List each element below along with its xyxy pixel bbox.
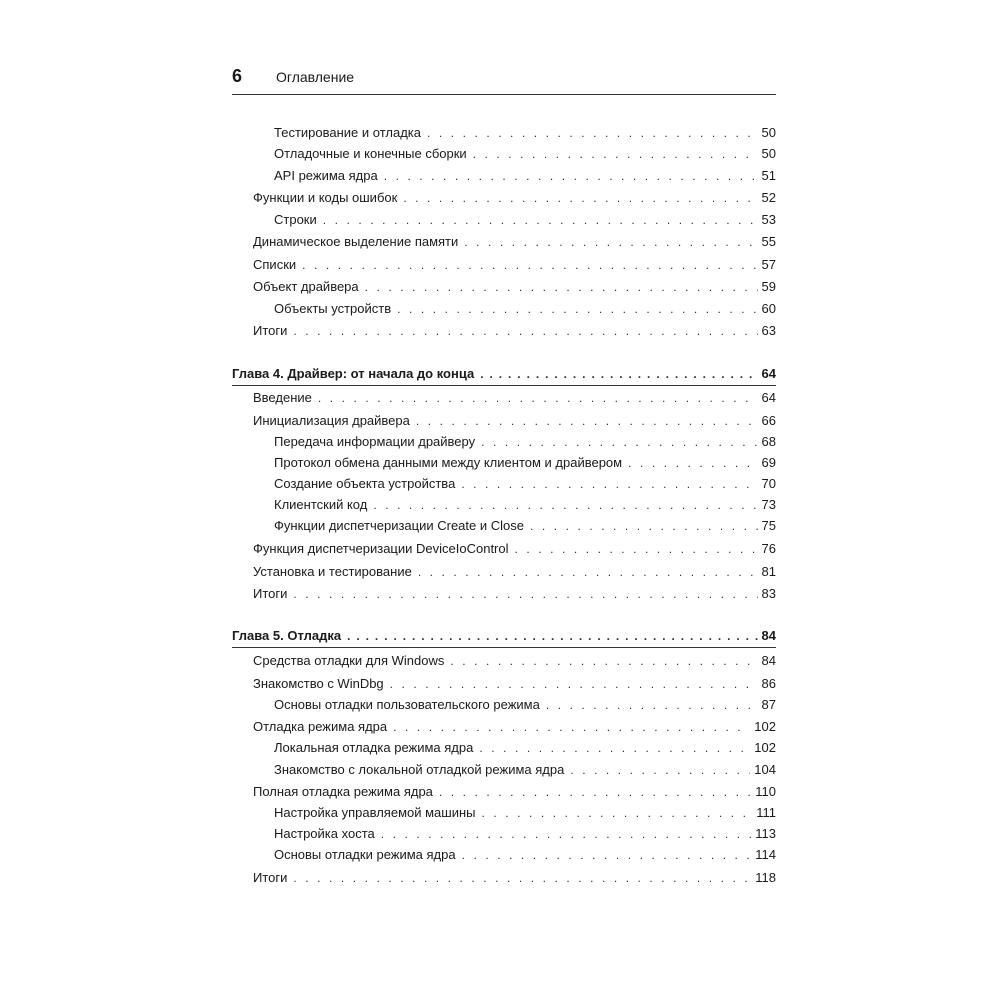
toc-entry-page: 73 — [761, 497, 776, 512]
dot-leader — [570, 763, 750, 778]
toc-entry-title: Знакомство с WinDbg — [253, 676, 384, 691]
dot-leader — [473, 147, 758, 162]
toc-entry[interactable] — [232, 413, 776, 429]
toc-entry[interactable] — [232, 564, 776, 580]
toc-entry[interactable] — [232, 805, 776, 821]
toc-entry[interactable] — [232, 784, 776, 800]
toc-entry[interactable] — [232, 697, 776, 713]
toc-entry-title: Локальная отладка режима ядра — [274, 740, 474, 755]
dot-leader — [416, 414, 758, 429]
dot-leader — [293, 587, 757, 602]
toc-entry-page: 86 — [761, 676, 776, 691]
toc-entry-page: 75 — [761, 518, 776, 533]
page-number: 6 — [232, 66, 243, 86]
dot-leader — [546, 698, 758, 713]
toc-entry-title: Основы отладки пользовательского режима — [274, 697, 540, 712]
dot-leader — [482, 806, 753, 821]
toc-entry-page: 51 — [761, 168, 776, 183]
toc-entry-page: 59 — [761, 279, 776, 294]
toc-entry-page: 84 — [761, 653, 776, 668]
toc-entry[interactable] — [232, 586, 776, 602]
dot-leader — [479, 741, 750, 756]
toc-entry-title: API режима ядра — [274, 168, 378, 183]
toc-entry[interactable] — [232, 190, 776, 206]
toc-entry-title: Знакомство с локальной отладкой режима ядра — [274, 762, 565, 777]
toc-entry-page: 52 — [761, 190, 776, 205]
dot-leader — [323, 213, 758, 228]
page-header — [232, 66, 776, 95]
dot-leader — [464, 235, 757, 250]
toc-chapter[interactable] — [232, 628, 776, 644]
toc-entry[interactable] — [232, 497, 776, 513]
toc-entry-title: Итоги — [253, 870, 288, 885]
running-title: Оглавление — [276, 69, 355, 85]
dot-leader — [293, 871, 751, 886]
toc-entry[interactable] — [232, 301, 776, 317]
dot-leader — [393, 720, 750, 735]
toc-entry-title: Тестирование и отладка — [274, 125, 421, 140]
dot-leader — [302, 258, 757, 273]
toc-entry[interactable] — [232, 847, 776, 863]
toc-entry[interactable] — [232, 390, 776, 406]
toc-entry-title: Объект драйвера — [253, 279, 359, 294]
toc-entry-page: 53 — [761, 212, 776, 227]
toc-entry-page: 64 — [761, 390, 776, 405]
toc-entry-page: 87 — [761, 697, 776, 712]
toc-entry-title: Итоги — [253, 586, 288, 601]
toc-entry-page: 113 — [755, 826, 776, 841]
toc-entry-page: 68 — [761, 434, 776, 449]
toc-entry[interactable] — [232, 323, 776, 339]
toc-entry-page: 50 — [761, 146, 776, 161]
dot-leader — [461, 477, 757, 492]
toc-entry-title: Настройка хоста — [274, 826, 375, 841]
toc-entry-page: 110 — [755, 784, 776, 799]
dot-leader — [439, 785, 751, 800]
toc-entry[interactable] — [232, 676, 776, 692]
toc-entry-title: Итоги — [253, 323, 288, 338]
dot-leader — [381, 827, 752, 842]
toc-entry-title: Основы отладки режима ядра — [274, 847, 456, 862]
dot-leader — [293, 324, 757, 339]
toc-entry-title: Глава 5. Отладка — [232, 628, 342, 643]
toc-entry-page: 83 — [761, 586, 776, 601]
toc-entry-page: 102 — [754, 740, 776, 755]
toc-entry[interactable] — [232, 740, 776, 756]
dot-leader — [515, 542, 758, 557]
toc-entry[interactable] — [232, 826, 776, 842]
toc-entry-title: Передача информации драйверу — [274, 434, 476, 449]
toc-entry[interactable] — [232, 870, 776, 886]
toc-entry-title: Отладочные и конечные сборки — [274, 146, 467, 161]
dot-leader — [450, 654, 757, 669]
toc-entry-title: Функция диспетчеризации DeviceIoControl — [253, 541, 509, 556]
toc-entry-page: 70 — [761, 476, 776, 491]
toc-entry-page: 76 — [761, 541, 776, 556]
dot-leader — [390, 677, 758, 692]
toc-entry-title: Глава 4. Драйвер: от начала до конца — [232, 366, 475, 381]
dot-leader — [318, 391, 758, 406]
toc-entry[interactable] — [232, 279, 776, 295]
toc-entry-title: Полная отладка режима ядра — [253, 784, 433, 799]
toc-entry[interactable] — [232, 653, 776, 669]
dot-leader — [365, 280, 758, 295]
toc-entry[interactable] — [232, 257, 776, 273]
dot-leader — [384, 169, 758, 184]
toc-entry[interactable] — [232, 541, 776, 557]
toc-entry[interactable] — [232, 518, 776, 534]
toc-entry-title: Клиентский код — [274, 497, 368, 512]
toc-entry[interactable] — [232, 762, 776, 778]
toc-entry[interactable] — [232, 719, 776, 735]
toc-entry-page: 66 — [761, 413, 776, 428]
dot-leader — [462, 848, 752, 863]
book-page — [232, 66, 776, 885]
toc-entry[interactable] — [232, 125, 776, 141]
toc-entry-title: Динамическое выделение памяти — [253, 234, 459, 249]
toc-entry-title: Введение — [253, 390, 312, 405]
toc-entry-page: 81 — [761, 564, 776, 579]
toc-entry[interactable] — [232, 234, 776, 250]
toc-entry-title: Средства отладки для Windows — [253, 653, 445, 668]
toc-entry-title: Функции и коды ошибок — [253, 190, 398, 205]
toc-entry-page: 104 — [754, 762, 776, 777]
toc-entry-title: Установка и тестирование — [253, 564, 412, 579]
toc-entry-page: 55 — [761, 234, 776, 249]
dot-leader — [397, 302, 757, 317]
toc-entry-page: 102 — [754, 719, 776, 734]
dot-leader — [480, 367, 757, 382]
toc-entry[interactable] — [232, 434, 776, 450]
toc-entry-page: 114 — [755, 847, 776, 862]
toc-entry-title: Протокол обмена данными между клиентом и драйвером — [274, 455, 623, 470]
dot-leader — [418, 565, 758, 580]
toc-entry-page: 57 — [761, 257, 776, 272]
toc-entry[interactable] — [232, 168, 776, 184]
toc-chapter[interactable] — [232, 366, 776, 382]
toc-entry[interactable] — [232, 212, 776, 228]
toc-entry-page: 118 — [755, 870, 776, 885]
toc-entry[interactable] — [232, 476, 776, 492]
toc-entry-page: 50 — [761, 125, 776, 140]
toc-entry-page: 64 — [761, 366, 776, 381]
dot-leader — [530, 519, 758, 534]
dot-leader — [481, 435, 757, 450]
toc-entry-title: Инициализация драйвера — [253, 413, 410, 428]
toc-entry-title: Функции диспетчеризации Create и Close — [274, 518, 524, 533]
toc-entry-title: Строки — [274, 212, 317, 227]
toc-entry-title: Настройка управляемой машины — [274, 805, 476, 820]
dot-leader — [373, 498, 757, 513]
chapter-rule — [232, 647, 776, 648]
toc-entry[interactable] — [232, 455, 776, 471]
toc-entry-page: 60 — [761, 301, 776, 316]
dot-leader — [628, 456, 757, 471]
toc-entry-title: Списки — [253, 257, 297, 272]
dot-leader — [427, 126, 758, 141]
toc-entry-title: Создание объекта устройства — [274, 476, 456, 491]
toc-entry-page: 69 — [761, 455, 776, 470]
toc-entry-title: Объекты устройств — [274, 301, 392, 316]
dot-leader — [403, 191, 757, 206]
toc-entry-title: Отладка режима ядра — [253, 719, 388, 734]
toc-entry[interactable] — [232, 146, 776, 162]
dot-leader — [347, 629, 757, 644]
toc-entry-page: 111 — [756, 805, 776, 820]
toc-entry-page: 84 — [761, 628, 776, 643]
toc-entry-page: 63 — [761, 323, 776, 338]
chapter-rule — [232, 385, 776, 386]
